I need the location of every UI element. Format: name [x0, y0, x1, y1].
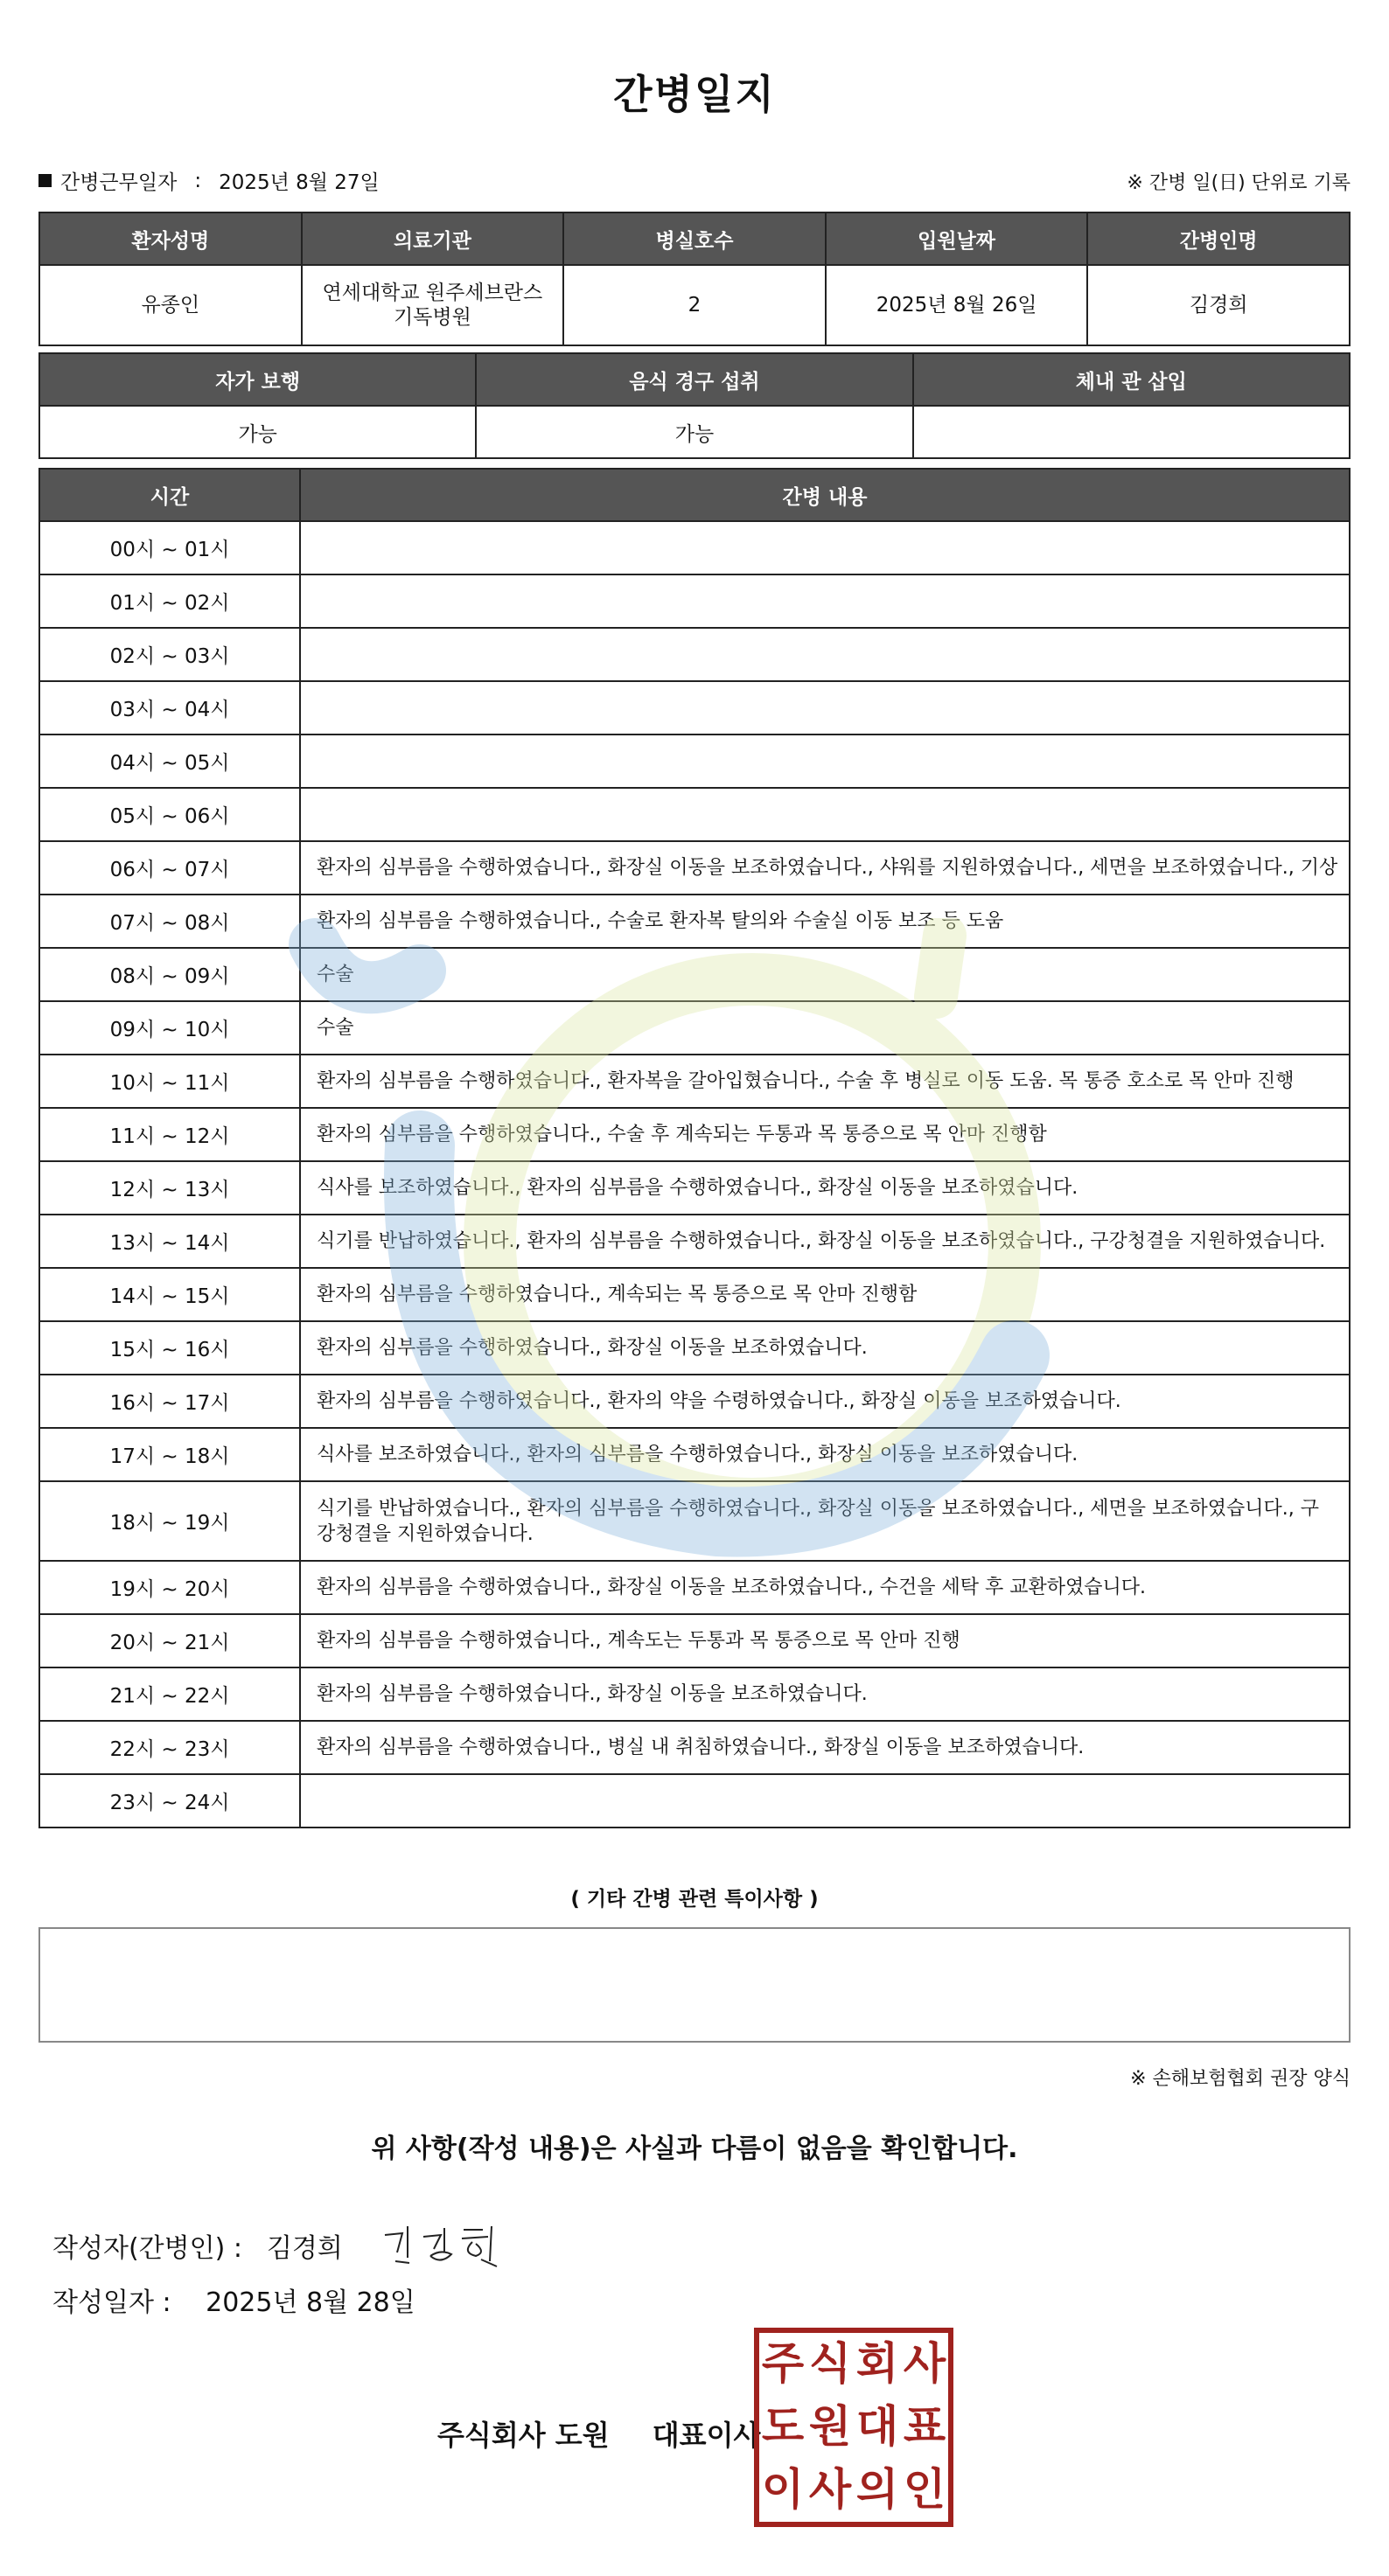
- table-row: [39, 1375, 1350, 1428]
- writer-row: [52, 2217, 509, 2273]
- writer-name: 김경희: [266, 2233, 343, 2264]
- special-notes-title: ( 기타 간병 관련 특이사항 ): [570, 1888, 819, 1911]
- table-row: [39, 628, 1350, 681]
- content-cell: 식사를 보조하였습니다., 환자의 심부름을 수행하였습니다., 화장실 이동을 보조하였습니다.: [300, 1161, 1350, 1215]
- time-cell: 03시 ~ 04시: [39, 681, 300, 735]
- room-number: 2: [563, 265, 826, 345]
- info-header: 의료기관: [302, 212, 564, 265]
- time-cell: 17시 ~ 18시: [39, 1428, 300, 1481]
- content-cell: [300, 521, 1350, 574]
- ability-value: 가능: [39, 406, 476, 458]
- written-date-value: 2025년 8월 28일: [206, 2287, 415, 2318]
- table-row: [39, 1667, 1350, 1721]
- info-value-row: [39, 265, 1350, 345]
- ability-header: 음식 경구 섭취: [476, 353, 912, 406]
- table-row: [39, 1561, 1350, 1614]
- content-cell: 환자의 심부름을 수행하였습니다., 계속도는 두통과 목 통증으로 목 안마 진행: [300, 1614, 1350, 1667]
- table-row: [39, 1721, 1350, 1774]
- info-header: 병실호수: [563, 212, 826, 265]
- table-row: [39, 1321, 1350, 1375]
- special-notes-box: [38, 1927, 1351, 2043]
- table-row: [39, 681, 1350, 735]
- content-cell: 환자의 심부름을 수행하였습니다., 환자복을 갈아입혔습니다., 수술 후 병실로 이동 도움. 목 통증 호소로 목 안마 진행: [300, 1055, 1350, 1108]
- ability-value: [913, 406, 1350, 458]
- table-row: [39, 1268, 1350, 1321]
- time-cell: 12시 ~ 13시: [39, 1161, 300, 1215]
- content-cell: 환자의 심부름을 수행하였습니다., 수술 후 계속되는 두통과 목 통증으로 목 안마 진행함: [300, 1108, 1350, 1161]
- ability-value: 가능: [476, 406, 912, 458]
- patient-ability-table: [38, 352, 1351, 459]
- page-title: 간병일지: [613, 71, 776, 118]
- representative-title: 대표이사: [652, 2419, 761, 2452]
- time-cell: 15시 ~ 16시: [39, 1321, 300, 1375]
- care-schedule-table: [38, 468, 1351, 1828]
- work-date-value: 2025년 8월 27일: [219, 171, 380, 194]
- table-row: [39, 1215, 1350, 1268]
- content-cell: [300, 628, 1350, 681]
- content-header: 간병 내용: [300, 469, 1350, 521]
- time-header: 시간: [39, 469, 300, 521]
- handwritten-signature-icon: [378, 2217, 509, 2273]
- table-row: [39, 841, 1350, 895]
- time-cell: 20시 ~ 21시: [39, 1614, 300, 1667]
- confirmation-statement: 위 사항(작성 내용)은 사실과 다름이 없음을 확인합니다.: [371, 2134, 1018, 2164]
- table-row: [39, 1161, 1350, 1215]
- table-row: [39, 948, 1350, 1001]
- time-cell: 08시 ~ 09시: [39, 948, 300, 1001]
- writer-label: 작성자(간병인) :: [52, 2233, 242, 2264]
- company-seal-icon: 주 식 회 사 도 원 대 표 이 사 의 인: [754, 2328, 953, 2527]
- time-cell: 23시 ~ 24시: [39, 1774, 300, 1828]
- info-header-row: [39, 212, 1350, 265]
- admission-date: 2025년 8월 26일: [826, 265, 1088, 345]
- table-row: [39, 1481, 1350, 1561]
- content-cell: 환자의 심부름을 수행하였습니다., 환자의 약을 수령하였습니다., 화장실 이동을 보조하였습니다.: [300, 1375, 1350, 1428]
- ability-header-row: [39, 353, 1350, 406]
- time-cell: 14시 ~ 15시: [39, 1268, 300, 1321]
- ability-value-row: [39, 406, 1350, 458]
- time-cell: 07시 ~ 08시: [39, 895, 300, 948]
- time-cell: 22시 ~ 23시: [39, 1721, 300, 1774]
- time-cell: 19시 ~ 20시: [39, 1561, 300, 1614]
- company-signature: [437, 2413, 760, 2454]
- table-row: [39, 521, 1350, 574]
- schedule-header-row: [39, 469, 1350, 521]
- info-header: 간병인명: [1087, 212, 1350, 265]
- written-date-label: 작성일자 :: [52, 2287, 171, 2318]
- work-date-colon: :: [194, 169, 202, 192]
- content-cell: [300, 574, 1350, 628]
- content-cell: [300, 1774, 1350, 1828]
- content-cell: 수술: [300, 948, 1350, 1001]
- content-cell: 환자의 심부름을 수행하였습니다., 화장실 이동을 보조하였습니다.: [300, 1667, 1350, 1721]
- ability-header: 자가 보행: [39, 353, 476, 406]
- time-cell: 21시 ~ 22시: [39, 1667, 300, 1721]
- table-row: [39, 1055, 1350, 1108]
- hospital-name: 연세대학교 원주세브란스기독병원: [302, 265, 564, 345]
- table-row: [39, 895, 1350, 948]
- table-row: [39, 1428, 1350, 1481]
- time-cell: 01시 ~ 02시: [39, 574, 300, 628]
- time-cell: 02시 ~ 03시: [39, 628, 300, 681]
- time-cell: 11시 ~ 12시: [39, 1108, 300, 1161]
- patient-info-table: [38, 212, 1351, 346]
- content-cell: [300, 735, 1350, 788]
- association-note: ※ 손해보험협회 권장 양식: [1130, 2068, 1351, 2090]
- table-row: [39, 1614, 1350, 1667]
- time-cell: 13시 ~ 14시: [39, 1215, 300, 1268]
- info-header: 환자성명: [39, 212, 302, 265]
- content-cell: 환자의 심부름을 수행하였습니다., 화장실 이동을 보조하였습니다.: [300, 1321, 1350, 1375]
- content-cell: 식기를 반납하였습니다., 환자의 심부름을 수행하였습니다., 화장실 이동을 보조하였습니다., 세면을 보조하였습니다., 구강청결을 지원하였습니다.: [300, 1481, 1350, 1561]
- content-cell: 수술: [300, 1001, 1350, 1055]
- work-date: [38, 166, 380, 195]
- time-cell: 04시 ~ 05시: [39, 735, 300, 788]
- content-cell: 환자의 심부름을 수행하였습니다., 화장실 이동을 보조하였습니다., 수건을 세탁 후 교환하였습니다.: [300, 1561, 1350, 1614]
- company-name: 주식회사 도원: [437, 2419, 610, 2452]
- table-row: [39, 788, 1350, 841]
- time-cell: 10시 ~ 11시: [39, 1055, 300, 1108]
- content-cell: [300, 788, 1350, 841]
- table-row: [39, 1774, 1350, 1828]
- content-cell: 식사를 보조하였습니다., 환자의 심부름을 수행하였습니다., 화장실 이동을 보조하였습니다.: [300, 1428, 1350, 1481]
- ability-header: 체내 관 삽입: [913, 353, 1350, 406]
- caregiver-name: 김경희: [1087, 265, 1350, 345]
- time-cell: 16시 ~ 17시: [39, 1375, 300, 1428]
- time-cell: 09시 ~ 10시: [39, 1001, 300, 1055]
- record-note: ※ 간병 일(日) 단위로 기록: [1127, 172, 1351, 194]
- time-cell: 06시 ~ 07시: [39, 841, 300, 895]
- patient-name: 유종인: [39, 265, 302, 345]
- table-row: [39, 574, 1350, 628]
- content-cell: 환자의 심부름을 수행하였습니다., 병실 내 취침하였습니다., 화장실 이동을 보조하였습니다.: [300, 1721, 1350, 1774]
- time-cell: 18시 ~ 19시: [39, 1481, 300, 1561]
- content-cell: 환자의 심부름을 수행하였습니다., 화장실 이동을 보조하였습니다., 샤워를 지원하였습니다., 세면을 보조하였습니다., 기상: [300, 841, 1350, 895]
- written-date-row: [52, 2280, 415, 2319]
- table-row: [39, 1001, 1350, 1055]
- content-cell: 환자의 심부름을 수행하였습니다., 계속되는 목 통증으로 목 안마 진행함: [300, 1268, 1350, 1321]
- time-cell: 00시 ~ 01시: [39, 521, 300, 574]
- table-row: [39, 1108, 1350, 1161]
- bullet-square-icon: [38, 174, 52, 187]
- table-row: [39, 735, 1350, 788]
- content-cell: 식기를 반납하였습니다., 환자의 심부름을 수행하였습니다., 화장실 이동을 보조하였습니다., 구강청결을 지원하였습니다.: [300, 1215, 1350, 1268]
- work-date-label: 간병근무일자: [60, 171, 178, 194]
- content-cell: [300, 681, 1350, 735]
- time-cell: 05시 ~ 06시: [39, 788, 300, 841]
- content-cell: 환자의 심부름을 수행하였습니다., 수술로 환자복 탈의와 수술실 이동 보조 등 도움: [300, 895, 1350, 948]
- info-header: 입원날짜: [826, 212, 1088, 265]
